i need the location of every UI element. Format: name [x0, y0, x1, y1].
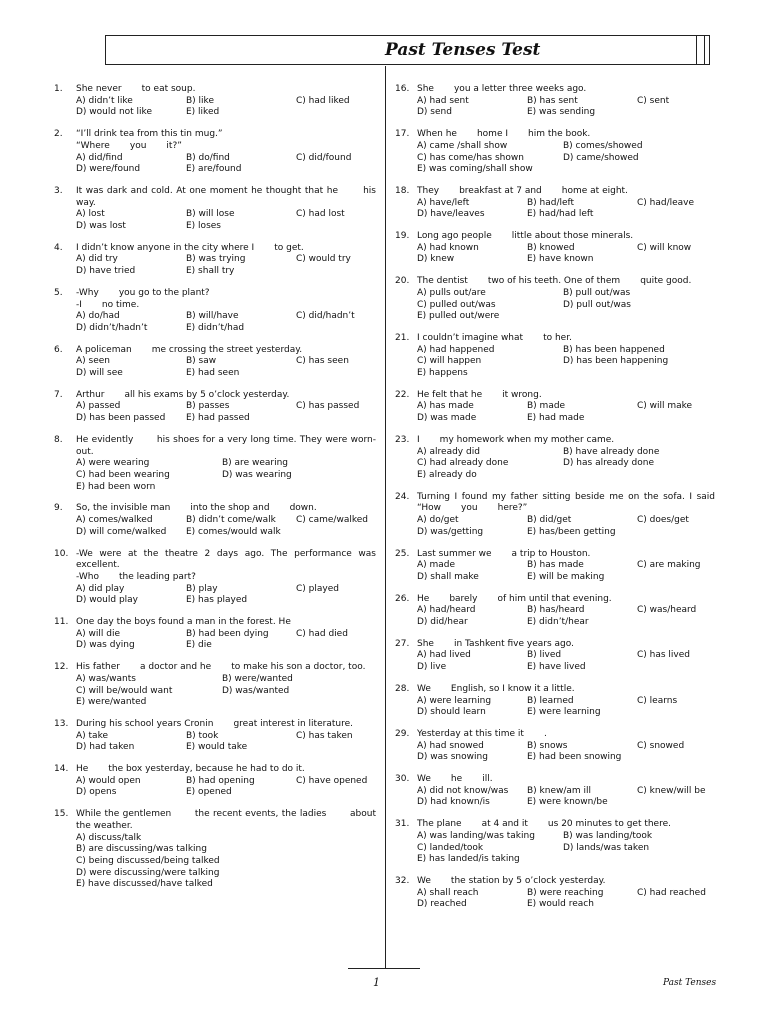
answer-options	[417, 198, 715, 221]
answer-option: D) knew	[417, 254, 455, 265]
answer-option: D) lands/was taken	[563, 842, 650, 853]
question	[54, 288, 376, 335]
answer-option: A) has made	[417, 401, 474, 412]
answer-option: E) opened	[186, 787, 232, 798]
answer-option: E) already do	[417, 469, 477, 480]
answer-option: B) had been dying	[186, 628, 269, 639]
answer-option: B) will lose	[186, 209, 235, 220]
answer-option: E) has landed/is taking	[417, 854, 520, 865]
answer-option: B) do/find	[186, 152, 230, 163]
answer-option: D) was/wanted	[222, 685, 290, 696]
question-stem: “I’ll drink tea from this tin mug.” “Where you it?”	[76, 129, 223, 151]
question-number: 22.	[395, 389, 410, 400]
answer-options	[76, 629, 376, 652]
answer-option: B) have already done	[563, 446, 660, 457]
question-number: 4.	[54, 242, 63, 253]
question	[54, 617, 376, 652]
question-stem: He felt that he it wrong.	[417, 389, 542, 400]
answer-option: B) has/heard	[527, 605, 585, 616]
question-number: 9.	[54, 503, 63, 514]
answer-option: A) did try	[76, 254, 118, 265]
answer-option: C) had liked	[296, 95, 350, 106]
answer-option: E) had seen	[186, 368, 240, 379]
answer-options	[417, 515, 715, 538]
question-number: 25.	[395, 548, 410, 559]
question	[54, 435, 376, 494]
answer-option: A) was/wants	[76, 673, 136, 684]
question-stem: While the gentlemen the recent events, the ladies about the weather.	[76, 809, 379, 831]
answer-options	[417, 831, 715, 866]
answer-options	[76, 311, 376, 334]
question-number: 29.	[395, 728, 410, 739]
answer-options	[417, 741, 715, 764]
answer-option: E) didn’t/hear	[527, 617, 589, 628]
answer-option: A) will die	[76, 628, 121, 639]
answer-option: B) did/get	[527, 515, 572, 526]
answer-option: B) play	[186, 583, 218, 594]
question	[54, 809, 379, 891]
question-number: 14.	[54, 764, 69, 775]
answer-option: A) have/left	[417, 197, 470, 208]
answer-options	[76, 833, 376, 892]
answer-option: D) has already done	[563, 458, 655, 469]
answer-options	[417, 345, 715, 380]
left-column	[54, 84, 379, 891]
answer-option: C) have opened	[296, 775, 368, 786]
right-column	[395, 84, 718, 911]
answer-option: C) snowed	[637, 740, 685, 751]
question	[395, 876, 715, 911]
answer-option: B) knew/am ill	[527, 785, 592, 796]
question-number: 27.	[395, 638, 410, 649]
answer-option: C) has come/has shown	[417, 152, 524, 163]
answer-options	[76, 515, 376, 538]
question	[54, 719, 376, 754]
question-stem: She never to eat soup.	[76, 84, 196, 94]
answer-option: C) does/get	[637, 515, 689, 526]
answer-option: A) were learning	[417, 695, 492, 706]
answer-option: D) pull out/was	[563, 299, 631, 310]
question-stem: I couldn’t imagine what to her.	[417, 332, 572, 343]
question-stem: He evidently his shoes for a very long time. They were worn-out.	[76, 434, 376, 457]
question	[395, 774, 715, 809]
question	[395, 84, 715, 119]
answer-option: B) passes	[186, 401, 230, 412]
question-stem: A policeman me crossing the street yesterday.	[76, 344, 303, 355]
question-stem: She you a letter three weeks ago.	[417, 84, 587, 94]
answer-option: D) would play	[76, 595, 139, 606]
question-number: 12.	[54, 662, 69, 673]
question-number: 17.	[395, 129, 410, 140]
answer-option: D) was wearing	[222, 469, 292, 480]
question-stem: -Why you go to the plant? -I no time.	[76, 287, 210, 310]
answer-options	[417, 401, 715, 424]
answer-option: B) has been happened	[563, 344, 665, 355]
answer-option: C) will happen	[417, 356, 482, 367]
question-stem: Last summer we a trip to Houston.	[417, 548, 591, 559]
question-number: 23.	[395, 434, 410, 445]
answer-option: E) would reach	[527, 899, 594, 910]
answer-option: A) comes/walked	[76, 515, 153, 526]
answer-option: C) knew/will be	[637, 785, 706, 796]
question-stem: When he home I him the book.	[417, 129, 591, 140]
question	[54, 84, 376, 119]
question-stem: During his school years Cronin great interest in literature.	[76, 718, 353, 729]
title-box-rule	[704, 36, 705, 64]
question	[395, 390, 715, 425]
question-number: 32.	[395, 875, 410, 886]
question-number: 2.	[54, 129, 63, 140]
answer-option: E) has played	[186, 595, 248, 606]
question	[395, 276, 715, 323]
question	[395, 819, 715, 866]
answer-option: A) had snowed	[417, 740, 484, 751]
answer-option: B) learned	[527, 695, 574, 706]
page-number: 1	[373, 976, 380, 989]
question-number: 1.	[54, 84, 63, 94]
answer-option: A) had known	[417, 242, 479, 253]
footer-title: Past Tenses	[663, 978, 717, 988]
answer-option: E) didn’t/had	[186, 322, 245, 333]
question-stem: So, the invisible man into the shop and down.	[76, 503, 317, 514]
answer-option: D) was/getting	[417, 526, 484, 537]
question	[395, 231, 715, 266]
question-number: 20.	[395, 276, 410, 287]
answer-option: B) are wearing	[222, 458, 288, 469]
answer-options	[417, 786, 715, 809]
answer-option: E) would take	[186, 742, 248, 753]
answer-option: B) took	[186, 730, 219, 741]
answer-option: C) has seen	[296, 356, 349, 367]
answer-options	[417, 243, 715, 266]
question-stem: I my homework when my mother came.	[417, 434, 615, 445]
answer-option: A) already did	[417, 446, 480, 457]
answer-option: D) opens	[76, 787, 117, 798]
question-stem: They breakfast at 7 and home at eight.	[417, 185, 628, 196]
answer-option: E) were known/be	[527, 797, 608, 808]
question-stem: The plane at 4 and it us 20 minutes to get there.	[417, 819, 671, 830]
answer-options	[417, 888, 715, 911]
answer-option: B) made	[527, 401, 566, 412]
answer-options	[417, 96, 715, 119]
question-number: 26.	[395, 593, 410, 604]
question-number: 8.	[54, 434, 63, 445]
answer-option: C) had already done	[417, 458, 509, 469]
footer-rule	[348, 968, 420, 969]
answer-option: D) reached	[417, 899, 467, 910]
question-stem: He the box yesterday, because he had to do it.	[76, 764, 305, 775]
answer-option: D) would not like	[76, 107, 152, 118]
answer-option: D) shall make	[417, 571, 479, 582]
question-stem: She in Tashkent five years ago.	[417, 638, 574, 649]
answer-option: B) were/wanted	[222, 673, 293, 684]
question-number: 18.	[395, 185, 410, 196]
question-stem: We English, so I know it a little.	[417, 683, 575, 694]
answer-option: D) was dying	[76, 640, 135, 651]
answer-options	[417, 605, 715, 628]
question-stem: Turning I found my father sitting beside me on the sofa. I said “How you here?”	[417, 491, 718, 514]
answer-option: E) shall try	[186, 266, 235, 277]
answer-option: E) were/wanted	[76, 697, 147, 708]
question-number: 21.	[395, 332, 410, 343]
answer-option: A) made	[417, 560, 456, 571]
answer-option: A) did play	[76, 583, 125, 594]
answer-option: A) do/get	[417, 515, 459, 526]
question	[54, 243, 376, 278]
answer-option: C) had reached	[637, 887, 706, 898]
answer-option: D) was made	[417, 413, 477, 424]
answer-option: A) passed	[76, 401, 121, 412]
answer-option: C) had/leave	[637, 197, 695, 208]
question	[395, 491, 718, 539]
answer-option: B) snows	[527, 740, 568, 751]
answer-option: D) has been passed	[76, 413, 166, 424]
answer-options	[417, 696, 715, 719]
answer-option: A) shall reach	[417, 887, 479, 898]
question-stem: Long ago people little about those minerals.	[417, 231, 634, 242]
answer-option: E) are/found	[186, 164, 242, 175]
question-stem: We he ill.	[417, 774, 493, 785]
answer-option: A) had/heard	[417, 605, 476, 616]
answer-option: A) do/had	[76, 311, 120, 322]
answer-option: B) didn’t come/walk	[186, 515, 276, 526]
question-number: 19.	[395, 231, 410, 242]
question-stem: Arthur all his exams by 5 o’clock yesterday.	[76, 389, 290, 400]
question	[54, 390, 376, 425]
answer-option: C) has taken	[296, 730, 353, 741]
answer-options	[76, 674, 376, 709]
answer-option: B) saw	[186, 356, 217, 367]
question-stem: His father a doctor and he to make his son a doctor, too.	[76, 662, 366, 673]
answer-option: C) had died	[296, 628, 348, 639]
answer-option: E) had made	[527, 413, 585, 424]
question-number: 31.	[395, 819, 410, 830]
answer-option: C) sent	[637, 95, 670, 106]
answer-option: A) did not know/was	[417, 785, 509, 796]
answer-option: E) liked	[186, 107, 220, 118]
answer-option: C) are making	[637, 560, 701, 571]
answer-option: B) like	[186, 95, 214, 106]
answer-options	[76, 254, 376, 277]
answer-option: A) pulls out/are	[417, 287, 486, 298]
answer-option: C) has passed	[296, 401, 360, 412]
answer-option: D) will see	[76, 368, 123, 379]
answer-option: B) pull out/was	[563, 287, 631, 298]
answer-option: C) will be/would want	[76, 685, 173, 696]
answer-option: D) have/leaves	[417, 209, 485, 220]
answer-option: D) did/hear	[417, 617, 468, 628]
answer-option: B) comes/showed	[563, 140, 643, 151]
answer-option: C) being discussed/being talked	[76, 855, 220, 866]
answer-option: C) was/heard	[637, 605, 697, 616]
question-number: 3.	[54, 185, 63, 196]
answer-options	[76, 776, 376, 799]
answer-option: D) didn’t/hadn’t	[76, 322, 148, 333]
answer-option: C) pulled out/was	[417, 299, 496, 310]
question	[395, 684, 715, 719]
answer-option: A) were wearing	[76, 458, 150, 469]
answer-options	[76, 731, 376, 754]
page-title: Past Tenses Test	[385, 40, 541, 60]
answer-options	[76, 356, 376, 379]
answer-option: E) has/been getting	[527, 526, 616, 537]
answer-option: B) was landing/took	[563, 830, 653, 841]
answer-option: C) had lost	[296, 209, 345, 220]
question-stem: I didn’t know anyone in the city where I to get.	[76, 242, 304, 253]
answer-option: C) played	[296, 583, 339, 594]
answer-option: E) die	[186, 640, 212, 651]
question	[395, 186, 715, 221]
answer-option: D) send	[417, 107, 452, 118]
answer-option: A) did/find	[76, 152, 123, 163]
answer-options	[76, 584, 376, 607]
answer-option: E) had been snowing	[527, 752, 622, 763]
answer-options	[76, 153, 376, 176]
answer-option: E) was coming/shall show	[417, 164, 533, 175]
question-number: 11.	[54, 617, 69, 628]
question-number: 10.	[54, 548, 69, 559]
answer-option: D) will come/walked	[76, 526, 167, 537]
question	[395, 639, 715, 674]
answer-option: A) seen	[76, 356, 110, 367]
answer-option: D) should learn	[417, 707, 486, 718]
question-number: 16.	[395, 84, 410, 94]
question	[395, 729, 715, 764]
answer-option: C) will know	[637, 242, 692, 253]
question	[54, 662, 376, 709]
question-number: 28.	[395, 683, 410, 694]
answer-option: E) comes/would walk	[186, 526, 281, 537]
answer-option: E) had passed	[186, 413, 250, 424]
answer-option: D) was lost	[76, 221, 126, 232]
answer-option: B) was trying	[186, 254, 246, 265]
answer-option: C) came/walked	[296, 515, 368, 526]
question-number: 5.	[54, 287, 63, 298]
answer-option: B) are discussing/was talking	[76, 844, 207, 855]
answer-option: A) was landing/was taking	[417, 830, 535, 841]
answer-option: E) have known	[527, 254, 594, 265]
answer-option: C) did/hadn’t	[296, 311, 355, 322]
question	[395, 549, 715, 584]
question-number: 7.	[54, 389, 63, 400]
answer-option: B) were reaching	[527, 887, 604, 898]
answer-option: A) lost	[76, 209, 105, 220]
question-number: 13.	[54, 718, 69, 729]
question-stem: The dentist two of his teeth. One of them quite good.	[417, 276, 692, 287]
answer-option: E) were learning	[527, 707, 601, 718]
answer-option: D) had taken	[76, 742, 135, 753]
question	[395, 129, 715, 176]
question-number: 30.	[395, 774, 410, 785]
question	[54, 185, 379, 233]
answer-option: B) had opening	[186, 775, 255, 786]
answer-option: D) were discussing/were talking	[76, 867, 220, 878]
answer-option: E) had/had left	[527, 209, 594, 220]
answer-option: C) landed/took	[417, 842, 484, 853]
answer-option: D) has been happening	[563, 356, 669, 367]
answer-option: D) have tried	[76, 266, 136, 277]
question	[54, 549, 376, 608]
answer-options	[417, 650, 715, 673]
answer-option: B) has made	[527, 560, 584, 571]
answer-option: B) lived	[527, 650, 562, 661]
answer-options	[76, 209, 376, 232]
answer-option: E) will be making	[527, 571, 605, 582]
answer-option: D) was snowing	[417, 752, 488, 763]
question	[54, 503, 376, 538]
answer-option: A) came /shall show	[417, 140, 508, 151]
title-box	[105, 35, 710, 65]
question-number: 24.	[395, 491, 410, 502]
question-stem: One day the boys found a man in the forest. He	[76, 617, 291, 628]
question	[54, 345, 376, 380]
answer-option: A) would open	[76, 775, 141, 786]
answer-option: B) knowed	[527, 242, 575, 253]
answer-option: D) live	[417, 662, 447, 673]
answer-option: E) loses	[186, 221, 221, 232]
question	[395, 435, 715, 482]
question	[54, 764, 376, 799]
question	[395, 333, 715, 380]
answer-option: A) had sent	[417, 95, 469, 106]
title-box-rule	[696, 36, 697, 64]
answer-option: C) would try	[296, 254, 351, 265]
answer-option: E) had been worn	[76, 481, 156, 492]
question-stem: We the station by 5 o’clock yesterday.	[417, 875, 606, 886]
answer-option: C) did/found	[296, 152, 352, 163]
column-divider	[385, 66, 386, 969]
answer-option: B) had/left	[527, 197, 575, 208]
answer-option: E) have discussed/have talked	[76, 879, 213, 890]
answer-options	[76, 401, 376, 424]
answer-option: C) will make	[637, 401, 693, 412]
answer-option: C) had been wearing	[76, 469, 170, 480]
answer-options	[76, 96, 376, 119]
answer-options	[417, 288, 715, 323]
question	[395, 594, 715, 629]
question-stem: He barely of him until that evening.	[417, 593, 612, 604]
answer-option: E) happens	[417, 368, 468, 379]
answer-options	[76, 458, 376, 493]
question-number: 6.	[54, 344, 63, 355]
answer-options	[417, 141, 715, 176]
question-stem: It was dark and cold. At one moment he thought that he his way.	[76, 185, 379, 208]
answer-option: D) were/found	[76, 164, 141, 175]
answer-option: E) pulled out/were	[417, 311, 500, 322]
answer-option: C) has lived	[637, 650, 691, 661]
answer-option: E) was sending	[527, 107, 596, 118]
question-stem: Yesterday at this time it .	[417, 728, 547, 739]
answer-option: B) will/have	[186, 311, 239, 322]
answer-option: A) discuss/talk	[76, 832, 142, 843]
answer-option: B) has sent	[527, 95, 578, 106]
question	[54, 129, 376, 176]
answer-option: A) had lived	[417, 650, 471, 661]
answer-options	[417, 560, 715, 583]
answer-option: C) learns	[637, 695, 678, 706]
answer-option: A) didn’t like	[76, 95, 133, 106]
answer-option: D) had known/is	[417, 797, 490, 808]
question-stem: -We were at the theatre 2 days ago. The performance was excellent. -Who the leading part?	[76, 548, 376, 582]
question-number: 15.	[54, 809, 69, 820]
answer-option: D) came/showed	[563, 152, 639, 163]
answer-options	[417, 447, 715, 482]
answer-option: E) have lived	[527, 662, 586, 673]
answer-option: A) had happened	[417, 344, 495, 355]
answer-option: A) take	[76, 730, 109, 741]
